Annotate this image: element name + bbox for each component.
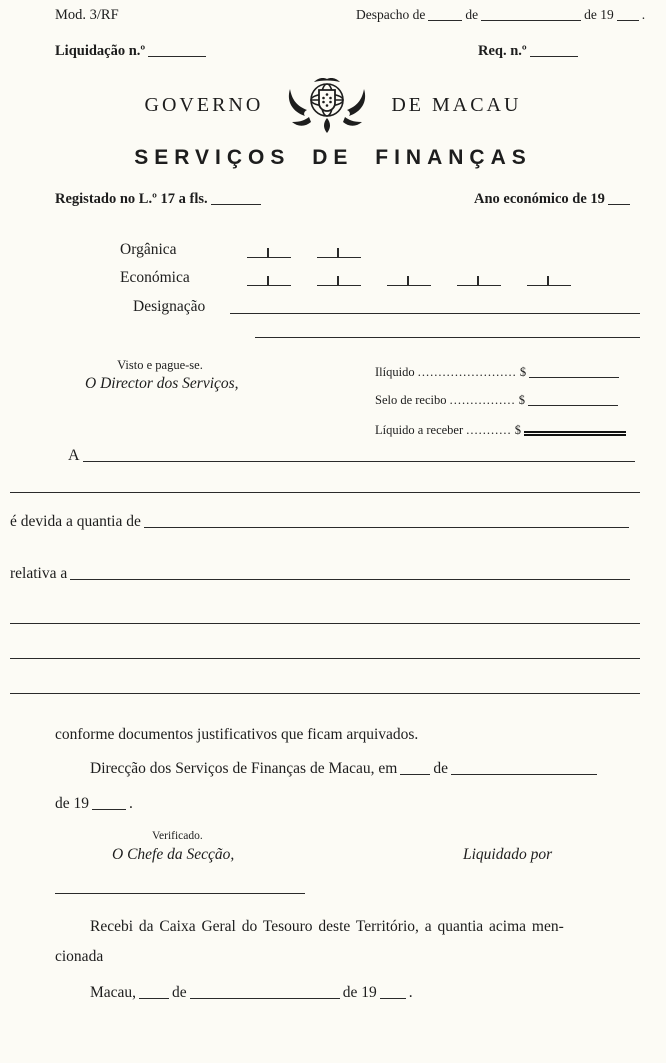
ruled-line — [10, 658, 640, 659]
iliquido-amount-blank — [529, 365, 619, 378]
de19-year-blank — [92, 797, 126, 810]
designacao-label: Designação — [133, 298, 206, 315]
de-macau-text: DE MACAU — [391, 94, 522, 116]
quantia-blank — [144, 515, 629, 528]
de19-line — [55, 795, 133, 813]
despacho-line — [356, 7, 645, 23]
relativa-line — [10, 565, 633, 583]
recebi-text-line2: cionada — [55, 948, 104, 965]
iliquido-row — [375, 365, 622, 380]
liquidacao-line — [55, 43, 209, 60]
ruled-line — [10, 623, 640, 624]
organica-cell — [317, 246, 361, 258]
despacho-month-blank — [481, 8, 581, 21]
registado-blank — [211, 192, 261, 205]
designacao-line — [230, 313, 640, 314]
organica-label: Orgânica — [120, 241, 177, 258]
de19-label: de 19 — [55, 795, 90, 812]
despacho-de2: de 19 — [584, 7, 614, 22]
despacho-label: Despacho de — [356, 7, 426, 22]
economica-cell — [387, 274, 431, 286]
registado-line — [55, 191, 264, 208]
iliquido-label: Ilíquido — [375, 365, 415, 379]
leader-dots: ........... — [466, 423, 512, 437]
leader-dots: ................ — [449, 393, 516, 407]
ruled-line — [10, 492, 640, 493]
economica-cells — [247, 274, 571, 286]
ano-blank — [608, 192, 630, 205]
verificado-label: Verificado. — [152, 830, 203, 842]
macau-month-blank — [190, 986, 340, 999]
direccao-line — [90, 760, 600, 778]
registado-label: Registado no L.º 17 a fls. — [55, 191, 208, 207]
governo-text: GOVERNO — [144, 94, 264, 116]
form-title: SERVIÇOS DE FINANÇAS — [134, 146, 532, 169]
payee-blank — [83, 449, 635, 462]
quantia-line — [10, 513, 632, 531]
macau-label: Macau, — [90, 984, 137, 1001]
liquidado-por-label: Liquidado por — [463, 846, 553, 863]
despacho-de1: de — [465, 7, 479, 22]
macau-end: . — [408, 984, 413, 1001]
economica-cell — [457, 274, 501, 286]
direccao-day-blank — [400, 762, 430, 775]
recebi-text-line1: Recebi da Caixa Geral do Tesouro deste Território, a quantia acima men- — [90, 918, 564, 935]
liquido-amount-blank — [524, 421, 626, 436]
payee-line — [68, 447, 638, 465]
organica-cell — [247, 246, 291, 258]
director-signature-label: O Director dos Serviços, — [85, 375, 239, 392]
chefe-signature-label: O Chefe da Secção, — [112, 846, 235, 863]
macau-de19: de 19 — [342, 984, 377, 1001]
req-blank — [530, 44, 578, 57]
economica-label: Económica — [120, 269, 190, 286]
liquidacao-label: Liquidação n.º — [55, 43, 146, 59]
liquido-label: Líquido a receber — [375, 423, 464, 437]
currency-sign: $ — [519, 365, 527, 379]
ruled-line — [10, 693, 640, 694]
selo-label: Selo de recibo — [375, 393, 447, 407]
visto-pague-label: Visto e pague-se. — [117, 358, 203, 372]
direccao-de: de — [433, 760, 448, 777]
quantia-label: é devida a quantia de — [10, 513, 141, 530]
despacho-day-blank — [428, 8, 462, 21]
macau-date-line — [90, 984, 413, 1002]
designacao-line-2 — [255, 337, 640, 338]
direccao-month-blank — [451, 762, 597, 775]
economica-cell — [317, 274, 361, 286]
selo-amount-blank — [528, 393, 618, 406]
macau-coat-of-arms-icon — [281, 72, 373, 139]
currency-sign: $ — [514, 423, 522, 437]
model-number: Mod. 3/RF — [55, 7, 119, 23]
ano-economico-label: Ano económico de 19 — [474, 191, 605, 207]
relativa-blank — [70, 567, 630, 580]
ano-economico-line — [474, 191, 633, 208]
req-line — [478, 43, 581, 60]
req-label: Req. n.º — [478, 43, 527, 59]
masthead — [0, 72, 666, 139]
liquidacao-blank — [148, 44, 206, 57]
de19-end: . — [129, 795, 133, 812]
direccao-label: Direcção dos Serviços de Finanças de Macau, em — [90, 760, 398, 777]
payee-label: A — [68, 447, 80, 464]
despacho-year-blank — [617, 8, 639, 21]
selo-row — [375, 393, 621, 408]
macau-day-blank — [139, 986, 169, 999]
liquido-row — [375, 421, 629, 438]
macau-year-blank — [380, 986, 406, 999]
relativa-label: relativa a — [10, 565, 68, 582]
economica-cell — [247, 274, 291, 286]
organica-cells — [247, 246, 361, 258]
signature-line — [55, 893, 305, 894]
despacho-end: . — [641, 7, 646, 22]
leader-dots: ........................ — [417, 365, 517, 379]
currency-sign: $ — [518, 393, 526, 407]
macau-de: de — [172, 984, 187, 1001]
conforme-text: conforme documentos justificativos que ficam arquivados. — [55, 726, 419, 743]
economica-cell — [527, 274, 571, 286]
